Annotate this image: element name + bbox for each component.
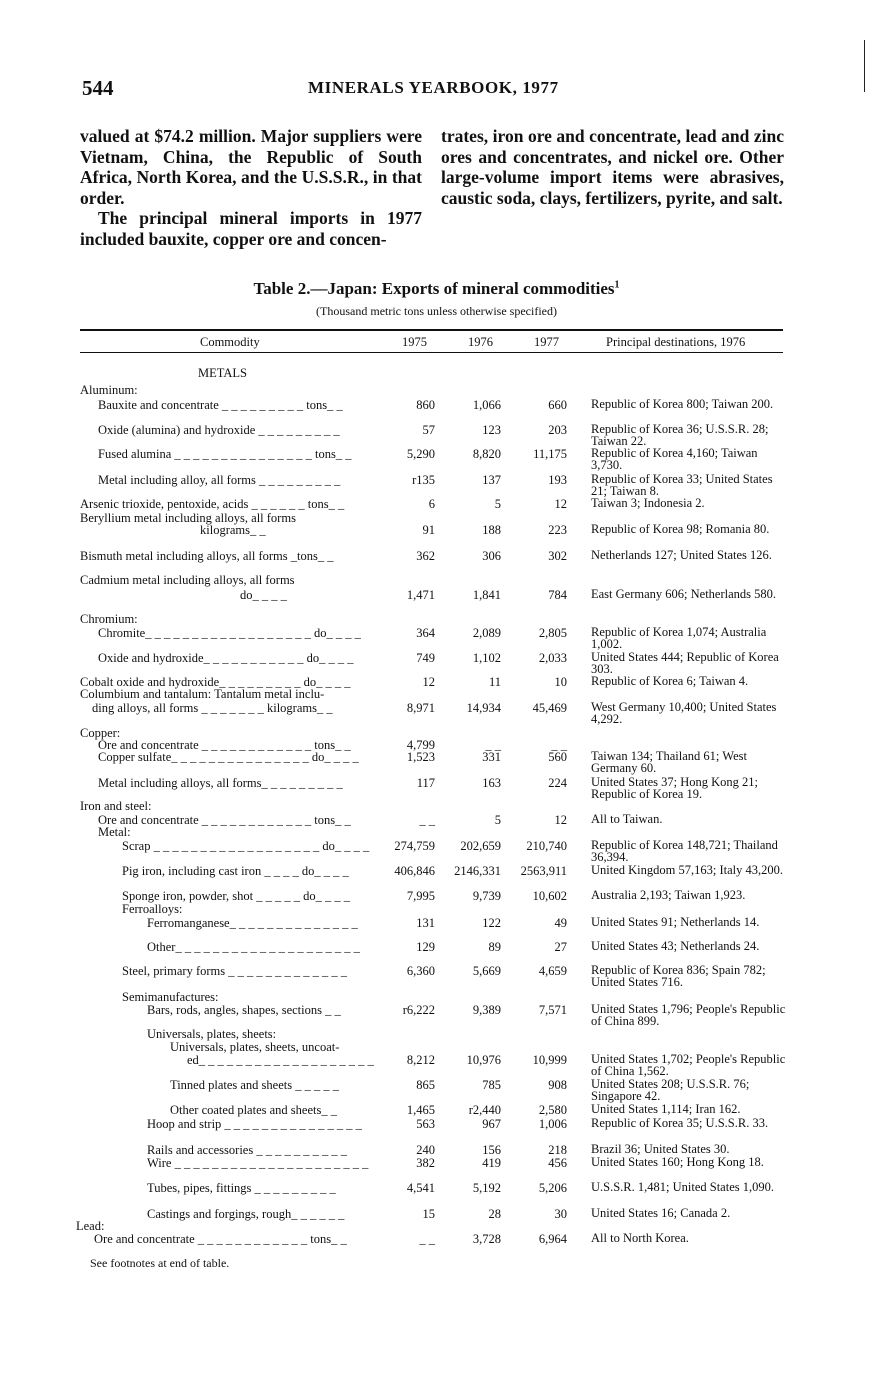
destinations-cell: United States 1,114; Iran 162. — [591, 1102, 741, 1116]
value-cell-1976: 306 — [482, 549, 501, 563]
value-cell-1975: 382 — [416, 1156, 435, 1170]
value-cell-1977: 6,964 — [538, 1232, 567, 1246]
commodity-cell: Ore and concentrate _ _ _ _ _ _ _ _ _ _ _ _ tons_ _ — [94, 1232, 347, 1246]
column-header-destinations: Principal destinations, 1976 — [606, 335, 746, 349]
destinations-cell: United States 43; Netherlands 24. — [591, 939, 760, 953]
value-cell-1976: 8,820 — [472, 447, 501, 461]
value-cell-1975: 117 — [416, 776, 435, 790]
value-cell-1975: 364 — [416, 626, 435, 640]
commodity-cell: do_ _ _ _ — [240, 588, 287, 602]
value-cell-1976: 122 — [482, 916, 501, 930]
value-cell-1976: 28 — [488, 1207, 501, 1221]
commodity-cell: Pig iron, including cast iron _ _ _ _ do_ _ _ _ — [122, 864, 349, 878]
paragraph: The principal mineral imports in 1977 included bauxite, copper ore and concen- — [80, 208, 422, 249]
paragraph: trates, iron ore and concentrate, lead and zinc ores and concentrates, and nickel ore. Other large-volume import items were abrasives, caustic soda, clays, fertilizers, pyrite, and salt. — [441, 126, 784, 208]
commodity-cell: Universals, plates, sheets, uncoat- — [170, 1040, 340, 1054]
value-cell-1977: 27 — [554, 940, 567, 954]
value-cell-1976: r2,440 — [468, 1103, 501, 1117]
destinations-cell: United States 1,796; People's Republic of China 899. — [591, 1002, 786, 1028]
value-cell-1975: 4,799 — [406, 738, 435, 752]
commodity-cell: Ferroalloys: — [122, 902, 183, 916]
value-cell-1977: 45,469 — [532, 701, 567, 715]
value-cell-1976: 5 — [494, 813, 501, 827]
column-header-1976: 1976 — [468, 335, 493, 349]
table-rule-header — [80, 352, 783, 353]
value-cell-1977: 660 — [548, 398, 567, 412]
value-cell-1975: 563 — [416, 1117, 435, 1131]
section-heading: METALS — [198, 366, 247, 380]
value-cell-1976: _ _ — [485, 738, 501, 752]
value-cell-1977: 2,580 — [538, 1103, 567, 1117]
value-cell-1976: 10,976 — [466, 1053, 501, 1067]
value-cell-1975: 4,541 — [406, 1181, 435, 1195]
commodity-cell: Rails and accessories _ _ _ _ _ _ _ _ _ _ — [147, 1143, 347, 1157]
commodity-cell: Bismuth metal including alloys, all forms _tons_ _ — [80, 549, 334, 563]
paragraph: valued at $74.2 million. Major suppliers were Vietnam, China, the Republic of South Africa, North Korea, and the U.S.S.R., in that order. — [80, 126, 422, 208]
commodity-cell: Other_ _ _ _ _ _ _ _ _ _ _ _ _ _ _ _ _ _ _ _ — [147, 940, 360, 954]
table-title — [0, 279, 873, 299]
value-cell-1975: 12 — [422, 675, 435, 689]
destinations-cell: United States 16; Canada 2. — [591, 1206, 731, 1220]
value-cell-1976: 163 — [482, 776, 501, 790]
destinations-cell: Republic of Korea 6; Taiwan 4. — [591, 674, 749, 688]
commodity-cell: Castings and forgings, rough_ _ _ _ _ _ — [147, 1207, 345, 1221]
commodity-cell: Columbium and tantalum: Tantalum metal inclu- — [80, 687, 325, 701]
value-cell-1977: 10 — [554, 675, 567, 689]
text-column-right — [441, 126, 784, 208]
value-cell-1976: 1,066 — [472, 398, 501, 412]
table-footnote: See footnotes at end of table. — [90, 1256, 230, 1270]
destinations-cell: United States 37; Hong Kong 21; Republic of Korea 19. — [591, 775, 759, 801]
value-cell-1975: 6,360 — [406, 964, 435, 978]
value-cell-1975: 1,523 — [406, 750, 435, 764]
value-cell-1975: 129 — [416, 940, 435, 954]
destinations-cell: Australia 2,193; Taiwan 1,923. — [591, 888, 746, 902]
value-cell-1977: 5,206 — [538, 1181, 567, 1195]
value-cell-1976: 9,389 — [472, 1003, 501, 1017]
commodity-cell: Cadmium metal including alloys, all forms — [80, 573, 295, 587]
value-cell-1977: 210,740 — [526, 839, 567, 853]
value-cell-1977: 11,175 — [533, 447, 567, 461]
commodity-cell: kilograms_ _ — [200, 523, 266, 537]
value-cell-1977: 784 — [548, 588, 567, 602]
destinations-cell: United States 208; U.S.S.R. 76; Singapore 42. — [591, 1077, 750, 1103]
value-cell-1975: 1,471 — [406, 588, 435, 602]
commodity-cell: Ore and concentrate _ _ _ _ _ _ _ _ _ _ _ _ tons_ _ — [98, 738, 351, 752]
page-number: 544 — [82, 76, 114, 100]
column-header-1975: 1975 — [402, 335, 427, 349]
footnote-ref: 1 — [614, 279, 620, 291]
destinations-cell: United Kingdom 57,163; Italy 43,200. — [591, 863, 783, 877]
destinations-cell: Republic of Korea 98; Romania 80. — [591, 522, 770, 536]
commodity-cell: Chromite_ _ _ _ _ _ _ _ _ _ _ _ _ _ _ _ _ _ do_ _ _ _ — [98, 626, 361, 640]
value-cell-1975: 406,846 — [394, 864, 435, 878]
destinations-cell: Republic of Korea 148,721; Thailand 36,394. — [591, 838, 778, 864]
value-cell-1977: 908 — [548, 1078, 567, 1092]
commodity-cell: Ore and concentrate _ _ _ _ _ _ _ _ _ _ _ _ tons_ _ — [98, 813, 351, 827]
value-cell-1977: 560 — [548, 750, 567, 764]
commodity-cell: Copper: — [80, 726, 121, 740]
value-cell-1977: 10,602 — [532, 889, 567, 903]
destinations-cell: All to North Korea. — [591, 1231, 689, 1245]
value-cell-1976: 11 — [488, 675, 501, 689]
value-cell-1975: 1,465 — [406, 1103, 435, 1117]
commodity-cell: Scrap _ _ _ _ _ _ _ _ _ _ _ _ _ _ _ _ _ _ do_ _ _ _ — [122, 839, 370, 853]
value-cell-1977: 193 — [548, 473, 567, 487]
commodity-cell: Tubes, pipes, fittings _ _ _ _ _ _ _ _ _ — [147, 1181, 336, 1195]
value-cell-1975: 6 — [428, 497, 435, 511]
value-cell-1976: 123 — [482, 423, 501, 437]
value-cell-1976: 2,089 — [472, 626, 501, 640]
value-cell-1975: 362 — [416, 549, 435, 563]
value-cell-1976: 967 — [482, 1117, 501, 1131]
commodity-cell: Fused alumina _ _ _ _ _ _ _ _ _ _ _ _ _ _ _ tons_ _ — [98, 447, 352, 461]
value-cell-1976: 1,102 — [472, 651, 501, 665]
commodity-cell: Iron and steel: — [80, 799, 152, 813]
commodity-cell: Metal: — [98, 825, 131, 839]
value-cell-1975: 860 — [416, 398, 435, 412]
commodity-cell: Arsenic trioxide, pentoxide, acids _ _ _ _ _ _ tons_ _ — [80, 497, 345, 511]
value-cell-1977: 218 — [548, 1143, 567, 1157]
commodity-cell: Steel, primary forms _ _ _ _ _ _ _ _ _ _ _ _ _ — [122, 964, 347, 978]
value-cell-1975: 91 — [422, 523, 435, 537]
destinations-cell: United States 444; Republic of Korea 303. — [591, 650, 779, 676]
commodity-cell: Copper sulfate_ _ _ _ _ _ _ _ _ _ _ _ _ _ _ do_ _ _ _ — [98, 750, 359, 764]
destinations-cell: United States 160; Hong Kong 18. — [591, 1155, 764, 1169]
value-cell-1976: 156 — [482, 1143, 501, 1157]
commodity-cell: Bauxite and concentrate _ _ _ _ _ _ _ _ _ tons_ _ — [98, 398, 343, 412]
commodity-cell: Wire _ _ _ _ _ _ _ _ _ _ _ _ _ _ _ _ _ _ _ _ _ — [147, 1156, 369, 1170]
commodity-cell: Bars, rods, angles, shapes, sections _ _ — [147, 1003, 341, 1017]
value-cell-1975: 8,971 — [406, 701, 435, 715]
commodity-cell: Metal including alloy, all forms _ _ _ _ _ _ _ _ _ — [98, 473, 341, 487]
value-cell-1977: 302 — [548, 549, 567, 563]
destinations-cell: Taiwan 3; Indonesia 2. — [591, 496, 705, 510]
destinations-cell: East Germany 606; Netherlands 580. — [591, 587, 777, 601]
commodity-cell: Semimanufactures: — [122, 990, 219, 1004]
value-cell-1977: 2563,911 — [520, 864, 567, 878]
value-cell-1975: 5,290 — [406, 447, 435, 461]
value-cell-1975: 131 — [416, 916, 435, 930]
destinations-cell: Brazil 36; United States 30. — [591, 1142, 730, 1156]
value-cell-1976: 785 — [482, 1078, 501, 1092]
value-cell-1977: 456 — [548, 1156, 567, 1170]
text-column-left — [80, 126, 422, 249]
destinations-cell: Republic of Korea 800; Taiwan 200. — [591, 397, 774, 411]
commodity-cell: Cobalt oxide and hydroxide_ _ _ _ _ _ _ _ _ do_ _ _ _ — [80, 675, 351, 689]
value-cell-1976: 419 — [482, 1156, 501, 1170]
value-cell-1976: 14,934 — [466, 701, 501, 715]
value-cell-1976: 9,739 — [472, 889, 501, 903]
value-cell-1976: 5,192 — [472, 1181, 501, 1195]
destinations-cell: All to Taiwan. — [591, 812, 663, 826]
value-cell-1977: 7,571 — [538, 1003, 567, 1017]
value-cell-1975: r6,222 — [402, 1003, 435, 1017]
value-cell-1977: 4,659 — [538, 964, 567, 978]
commodity-cell: Beryllium metal including alloys, all forms — [80, 511, 296, 525]
value-cell-1975: 274,759 — [394, 839, 435, 853]
value-cell-1977: 49 — [554, 916, 567, 930]
commodity-cell: ding alloys, all forms _ _ _ _ _ _ _ kilograms_ _ — [92, 701, 333, 715]
margin-mark — [864, 40, 865, 92]
value-cell-1977: 30 — [554, 1207, 567, 1221]
value-cell-1977: 1,006 — [538, 1117, 567, 1131]
value-cell-1975: 57 — [422, 423, 435, 437]
value-cell-1977: 2,033 — [538, 651, 567, 665]
value-cell-1976: 202,659 — [460, 839, 501, 853]
value-cell-1977: _ _ — [551, 738, 567, 752]
destinations-cell: Republic of Korea 4,160; Taiwan 3,730. — [591, 446, 758, 472]
value-cell-1976: 89 — [488, 940, 501, 954]
destinations-cell: Taiwan 134; Thailand 61; West Germany 60. — [591, 749, 747, 775]
value-cell-1975: _ _ — [419, 813, 435, 827]
value-cell-1977: 224 — [548, 776, 567, 790]
running-head: MINERALS YEARBOOK, 1977 — [308, 78, 559, 97]
destinations-cell: Republic of Korea 1,074; Australia 1,002. — [591, 625, 767, 651]
value-cell-1976: 5 — [494, 497, 501, 511]
value-cell-1977: 12 — [554, 497, 567, 511]
table-subtitle: (Thousand metric tons unless otherwise specified) — [316, 304, 557, 318]
destinations-cell: Republic of Korea 33; United States 21; Taiwan 8. — [591, 472, 773, 498]
value-cell-1975: r135 — [412, 473, 435, 487]
column-header-commodity: Commodity — [200, 335, 260, 349]
value-cell-1976: 3,728 — [472, 1232, 501, 1246]
value-cell-1976: 188 — [482, 523, 501, 537]
destinations-cell: Republic of Korea 35; U.S.S.R. 33. — [591, 1116, 769, 1130]
value-cell-1975: 749 — [416, 651, 435, 665]
commodity-cell: ed_ _ _ _ _ _ _ _ _ _ _ _ _ _ _ _ _ _ _ — [187, 1053, 374, 1067]
commodity-cell: Metal including alloys, all forms_ _ _ _ _ _ _ _ _ — [98, 776, 343, 790]
value-cell-1977: 2,805 — [538, 626, 567, 640]
commodity-cell: Universals, plates, sheets: — [147, 1027, 277, 1041]
table-rule-top — [80, 329, 783, 331]
commodity-cell: Lead: — [76, 1219, 105, 1233]
commodity-cell: Oxide and hydroxide_ _ _ _ _ _ _ _ _ _ _ do_ _ _ _ — [98, 651, 354, 665]
commodity-cell: Hoop and strip _ _ _ _ _ _ _ _ _ _ _ _ _ _ _ — [147, 1117, 362, 1131]
value-cell-1975: 8,212 — [406, 1053, 435, 1067]
commodity-cell: Aluminum: — [80, 383, 138, 397]
value-cell-1975: 7,995 — [406, 889, 435, 903]
destinations-cell: Netherlands 127; United States 126. — [591, 548, 772, 562]
destinations-cell: West Germany 10,400; United States 4,292. — [591, 700, 777, 726]
commodity-cell: Chromium: — [80, 612, 138, 626]
value-cell-1977: 203 — [548, 423, 567, 437]
destinations-cell: United States 1,702; People's Republic of China 1,562. — [591, 1052, 786, 1078]
destinations-cell: U.S.S.R. 1,481; United States 1,090. — [591, 1180, 774, 1194]
column-header-1977: 1977 — [534, 335, 559, 349]
destinations-cell: Republic of Korea 36; U.S.S.R. 28; Taiwan 22. — [591, 422, 769, 448]
value-cell-1975: 865 — [416, 1078, 435, 1092]
destinations-cell: United States 91; Netherlands 14. — [591, 915, 760, 929]
value-cell-1975: 240 — [416, 1143, 435, 1157]
commodity-cell: Other coated plates and sheets_ _ — [170, 1103, 337, 1117]
value-cell-1976: 1,841 — [472, 588, 501, 602]
commodity-cell: Tinned plates and sheets _ _ _ _ _ — [170, 1078, 339, 1092]
commodity-cell: Sponge iron, powder, shot _ _ _ _ _ do_ _ _ _ — [122, 889, 350, 903]
destinations-cell: Republic of Korea 836; Spain 782; United States 716. — [591, 963, 766, 989]
value-cell-1976: 331 — [482, 750, 501, 764]
value-cell-1976: 137 — [482, 473, 501, 487]
value-cell-1975: _ _ — [419, 1232, 435, 1246]
value-cell-1975: 15 — [422, 1207, 435, 1221]
commodity-cell: Oxide (alumina) and hydroxide _ _ _ _ _ _ _ _ _ — [98, 423, 340, 437]
value-cell-1977: 10,999 — [532, 1053, 567, 1067]
value-cell-1976: 2146,331 — [454, 864, 501, 878]
table-title-text: Table 2.—Japan: Exports of mineral commodities — [253, 279, 615, 298]
value-cell-1977: 12 — [554, 813, 567, 827]
commodity-cell: Ferromanganese_ _ _ _ _ _ _ _ _ _ _ _ _ _ — [147, 916, 358, 930]
value-cell-1976: 5,669 — [472, 964, 501, 978]
value-cell-1977: 223 — [548, 523, 567, 537]
